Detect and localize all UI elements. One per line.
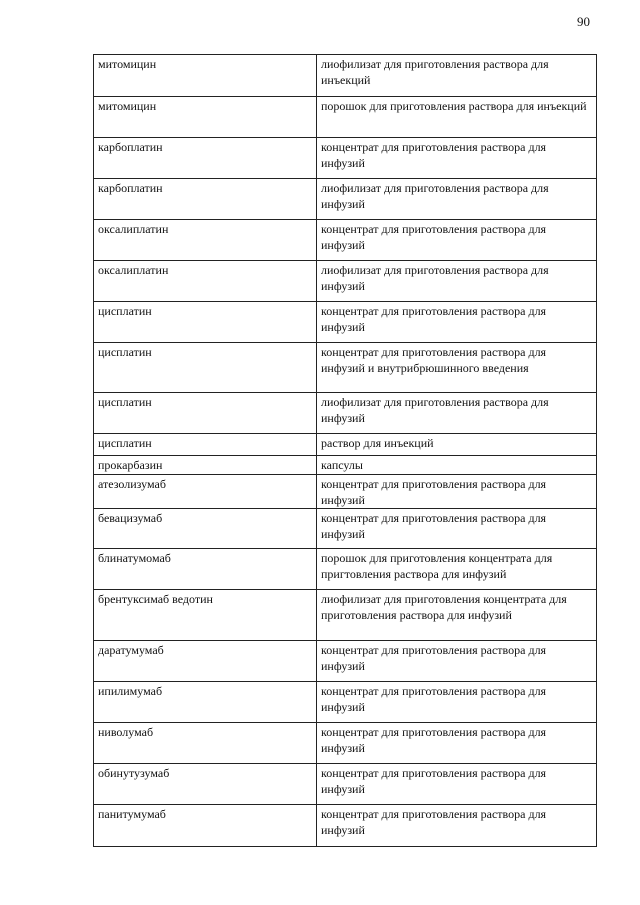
dosage-form-cell: концентрат для приготовления раствора для инфузий — [317, 302, 597, 343]
table-row — [94, 549, 597, 590]
drug-name-cell: цисплатин — [94, 302, 317, 343]
drug-name-cell: карбоплатин — [94, 138, 317, 179]
dosage-form-cell: концентрат для приготовления раствора для инфузий — [317, 509, 597, 549]
dosage-form-cell: порошок для приготовления раствора для инъекций — [317, 97, 597, 138]
dosage-form-cell: порошок для приготовления концентрата для пригтовления раствора для инфузий — [317, 549, 597, 590]
table-row — [94, 138, 597, 179]
drug-name-cell: ипилимумаб — [94, 682, 317, 723]
dosage-form-cell: концентрат для приготовления раствора для инфузий — [317, 805, 597, 847]
dosage-form-cell: концентрат для приготовления раствора для инфузий — [317, 138, 597, 179]
drug-name-cell: карбоплатин — [94, 179, 317, 220]
drug-name-cell: цисплатин — [94, 343, 317, 393]
drug-name-cell: панитумумаб — [94, 805, 317, 847]
table-row — [94, 590, 597, 641]
dosage-form-cell: лиофилизат для приготовления раствора для инфузий — [317, 261, 597, 302]
dosage-form-cell: концентрат для приготовления раствора для инфузий — [317, 682, 597, 723]
drug-name-cell: брентуксимаб ведотин — [94, 590, 317, 641]
drug-name-cell: митомицин — [94, 55, 317, 97]
table-row — [94, 641, 597, 682]
table-row — [94, 764, 597, 805]
drug-name-cell: обинутузумаб — [94, 764, 317, 805]
dosage-form-cell: концентрат для приготовления раствора для инфузий — [317, 764, 597, 805]
table-row — [94, 509, 597, 549]
table-row — [94, 393, 597, 434]
drug-name-cell: блинатумомаб — [94, 549, 317, 590]
drug-name-cell: бевацизумаб — [94, 509, 317, 549]
dosage-form-cell: лиофилизат для приготовления раствора для инфузий — [317, 179, 597, 220]
dosage-form-cell: концентрат для приготовления раствора для инфузий — [317, 220, 597, 261]
table-row — [94, 261, 597, 302]
dosage-form-cell: раствор для инъекций — [317, 434, 597, 456]
table-row — [94, 343, 597, 393]
table-row — [94, 805, 597, 847]
drug-name-cell: оксалиплатин — [94, 220, 317, 261]
page-number: 90 — [577, 14, 590, 29]
table-row — [94, 55, 597, 97]
dosage-form-cell: лиофилизат для приготовления концентрата для приготовления раствора для инфузий — [317, 590, 597, 641]
table-row — [94, 434, 597, 456]
dosage-form-cell: капсулы — [317, 456, 597, 475]
table-row — [94, 456, 597, 475]
dosage-form-cell: концентрат для приготовления раствора для инфузий и внутрибрюшинного введения — [317, 343, 597, 393]
dosage-form-cell: лиофилизат для приготовления раствора для инфузий — [317, 393, 597, 434]
table-row — [94, 475, 597, 509]
dosage-form-cell: концентрат для приготовления раствора для инфузий — [317, 641, 597, 682]
table-row — [94, 682, 597, 723]
drug-name-cell: митомицин — [94, 97, 317, 138]
drug-name-cell: ниволумаб — [94, 723, 317, 764]
dosage-form-cell: лиофилизат для приготовления раствора для инъекций — [317, 55, 597, 97]
table-row — [94, 220, 597, 261]
table-row — [94, 723, 597, 764]
drug-table — [93, 54, 597, 847]
drug-name-cell: даратумумаб — [94, 641, 317, 682]
drug-name-cell: прокарбазин — [94, 456, 317, 475]
dosage-form-cell: концентрат для приготовления раствора для инфузий — [317, 723, 597, 764]
drug-name-cell: цисплатин — [94, 393, 317, 434]
drug-name-cell: цисплатин — [94, 434, 317, 456]
table-row — [94, 302, 597, 343]
dosage-form-cell: концентрат для приготовления раствора для инфузий — [317, 475, 597, 509]
drug-name-cell: атезолизумаб — [94, 475, 317, 509]
table-row — [94, 179, 597, 220]
drug-name-cell: оксалиплатин — [94, 261, 317, 302]
table-row — [94, 97, 597, 138]
